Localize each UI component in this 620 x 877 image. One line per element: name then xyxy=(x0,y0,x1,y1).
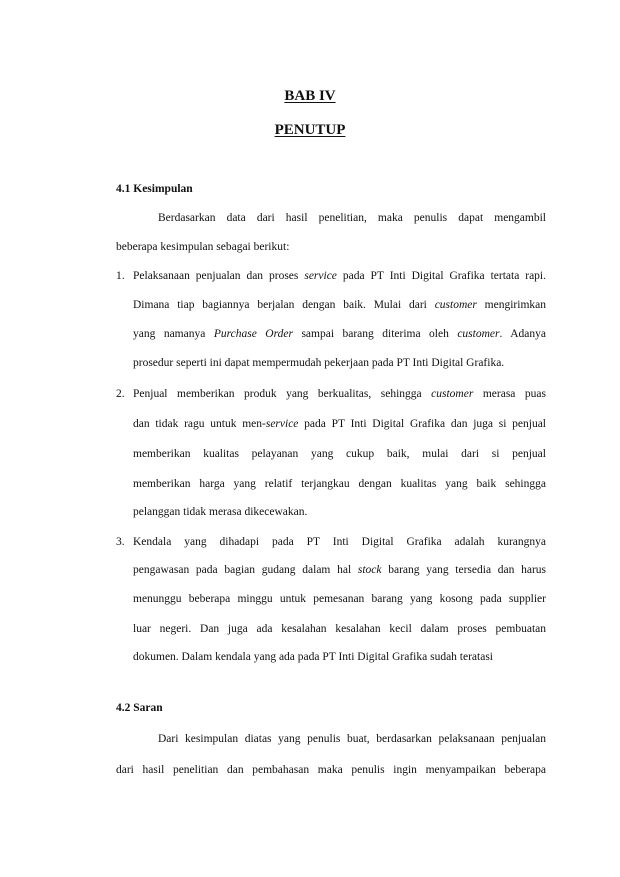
italic-term: service xyxy=(265,418,299,430)
italic-term: customer xyxy=(431,388,474,400)
list-number: 3. xyxy=(116,536,125,548)
list-item-line: prosedur seperti ini dapat mempermudah pekerjaan pada PT Inti Digital Grafika. xyxy=(133,357,505,369)
list-item-line: Kendala yang dihadapi pada PT Inti Digital Grafika adalah kurangnya xyxy=(133,536,546,548)
list-item-line: memberikan harga yang relatif terjangkau dengan kualitas yang baik sehingga xyxy=(133,478,546,490)
section-heading-kesimpulan: 4.1 Kesimpulan xyxy=(116,183,193,195)
paragraph-line: beberapa kesimpulan sebagai berikut: xyxy=(116,241,290,253)
italic-term: stock xyxy=(357,564,382,576)
italic-term: Purchase Order xyxy=(213,328,293,340)
paragraph-line: Berdasarkan data dari hasil penelitian, maka penulis dapat mengambil xyxy=(158,212,546,224)
list-item-line: memberikan kualitas pelayanan yang cukup baik, mulai dari si penjual xyxy=(133,448,546,460)
chapter-number: BAB IV xyxy=(284,88,336,104)
italic-term: customer xyxy=(457,328,500,340)
list-item-line: dan tidak ragu untuk men-service pada PT Inti Digital Grafika dan juga si penjual xyxy=(133,418,546,430)
list-item-line: Dimana tiap bagiannya berjalan dengan baik. Mulai dari customer mengirimkan xyxy=(133,299,546,311)
section-heading-saran: 4.2 Saran xyxy=(116,702,163,714)
list-item-line: menunggu beberapa minggu untuk pemesanan barang yang kosong pada supplier xyxy=(133,593,546,605)
list-item-line: pengawasan pada bagian gudang dalam hal stock barang yang tersedia dan harus xyxy=(133,564,546,576)
list-item-line: luar negeri. Dan juga ada kesalahan kesalahan kecil dalam proses pembuatan xyxy=(133,623,546,635)
list-item-line: pelanggan tidak merasa dikecewakan. xyxy=(133,506,308,518)
list-number: 1. xyxy=(116,270,125,282)
italic-term: service xyxy=(304,270,337,282)
list-item-line: dokumen. Dalam kendala yang ada pada PT Inti Digital Grafika sudah teratasi xyxy=(133,651,494,663)
list-item-line: yang namanya Purchase Order sampai barang diterima oleh customer. Adanya xyxy=(133,328,546,340)
list-number: 2. xyxy=(116,388,125,400)
list-item-line: Pelaksanaan penjualan dan proses service pada PT Inti Digital Grafika tertata rapi. xyxy=(133,270,547,282)
paragraph-line: dari hasil penelitian dan pembahasan maka penulis ingin menyampaikan beberapa xyxy=(116,764,546,776)
italic-term: customer xyxy=(434,299,477,311)
list-item-line: Penjual memberikan produk yang berkualitas, sehingga customer merasa puas xyxy=(133,388,546,400)
chapter-title: PENUTUP xyxy=(274,122,346,138)
paragraph-line: Dari kesimpulan diatas yang penulis buat, berdasarkan pelaksanaan penjualan xyxy=(158,733,546,745)
